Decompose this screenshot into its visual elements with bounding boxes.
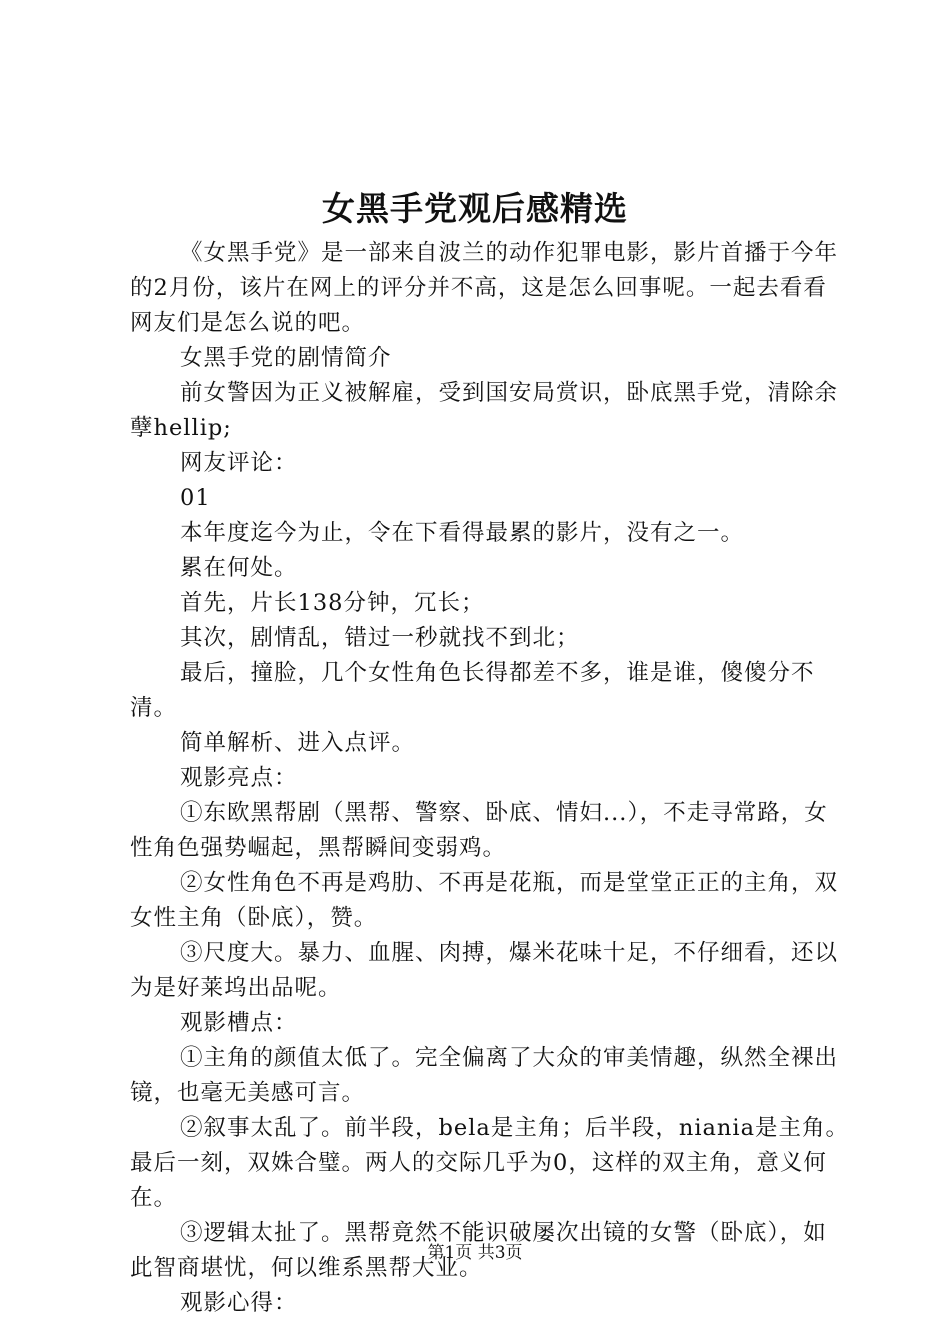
paragraph-comment-number: 01	[180, 485, 211, 511]
paragraph-highlight-item: ②女性角色不再是鸡肋、不再是花瓶，而是堂堂正正的主角，双女性主角（卧底），赞。	[130, 870, 839, 931]
document-title: 女黑手党观后感精选	[322, 189, 628, 228]
document-body	[130, 236, 850, 1321]
paragraph-highlight-item: ③尺度大。暴力、血腥、肉搏，爆米花味十足，不仔细看，还以为是好莱坞出品呢。	[130, 940, 839, 1001]
paragraph-criticism-item: ①主角的颜值太低了。完全偏离了大众的审美情趣，纵然全裸出镜，也毫无美感可言。	[130, 1045, 839, 1106]
paragraph-comment-line: 其次，剧情乱，错过一秒就找不到北；	[180, 625, 580, 651]
paragraph-comments-heading: 网友评论：	[180, 450, 298, 476]
page-number-footer: 第1页 共3页	[427, 1243, 523, 1263]
paragraph-highlight-item: ①东欧黑帮剧（黑帮、警察、卧底、情妇...），不走寻常路，女性角色强势崛起，黑帮瞬间变弱鸡。	[130, 800, 828, 861]
paragraph-criticism-item: ②叙事太乱了。前半段，bela是主角；后半段，niania是主角。最后一刻，双姝合璧。两人的交际几乎为0，这样的双主角，意义何在。	[130, 1115, 850, 1211]
paragraph-comment-line: 首先，片长138分钟，冗长；	[180, 590, 485, 616]
paragraph-comment-line: 简单解析、进入点评。	[180, 730, 416, 756]
paragraph-intro: 《女黑手党》是一部来自波兰的动作犯罪电影，影片首播于今年的2月份，该片在网上的评分并不高，这是怎么回事呢。一起去看看网友们是怎么说的吧。	[130, 240, 839, 336]
paragraph-comment-line: 最后，撞脸，几个女性角色长得都差不多，谁是谁，傻傻分不清。	[130, 660, 815, 721]
paragraph-synopsis-heading: 女黑手党的剧情简介	[180, 345, 392, 371]
paragraph-comment-line: 本年度迄今为止，令在下看得最累的影片，没有之一。	[180, 520, 745, 546]
paragraph-highlights-heading: 观影亮点：	[180, 765, 298, 791]
paragraph-criticism-item: ③逻辑太扯了。黑帮竟然不能识破屡次出镜的女警（卧底），如此智商堪忧，何以维系黑帮大业。	[130, 1220, 827, 1281]
paragraph-synopsis: 前女警因为正义被解雇，受到国安局赏识，卧底黑手党，清除余孽hellip;	[130, 380, 839, 441]
paragraph-comment-line: 累在何处。	[180, 555, 298, 581]
paragraph-criticisms-heading: 观影槽点：	[180, 1010, 298, 1036]
paragraph-thoughts-heading: 观影心得：	[180, 1290, 298, 1316]
